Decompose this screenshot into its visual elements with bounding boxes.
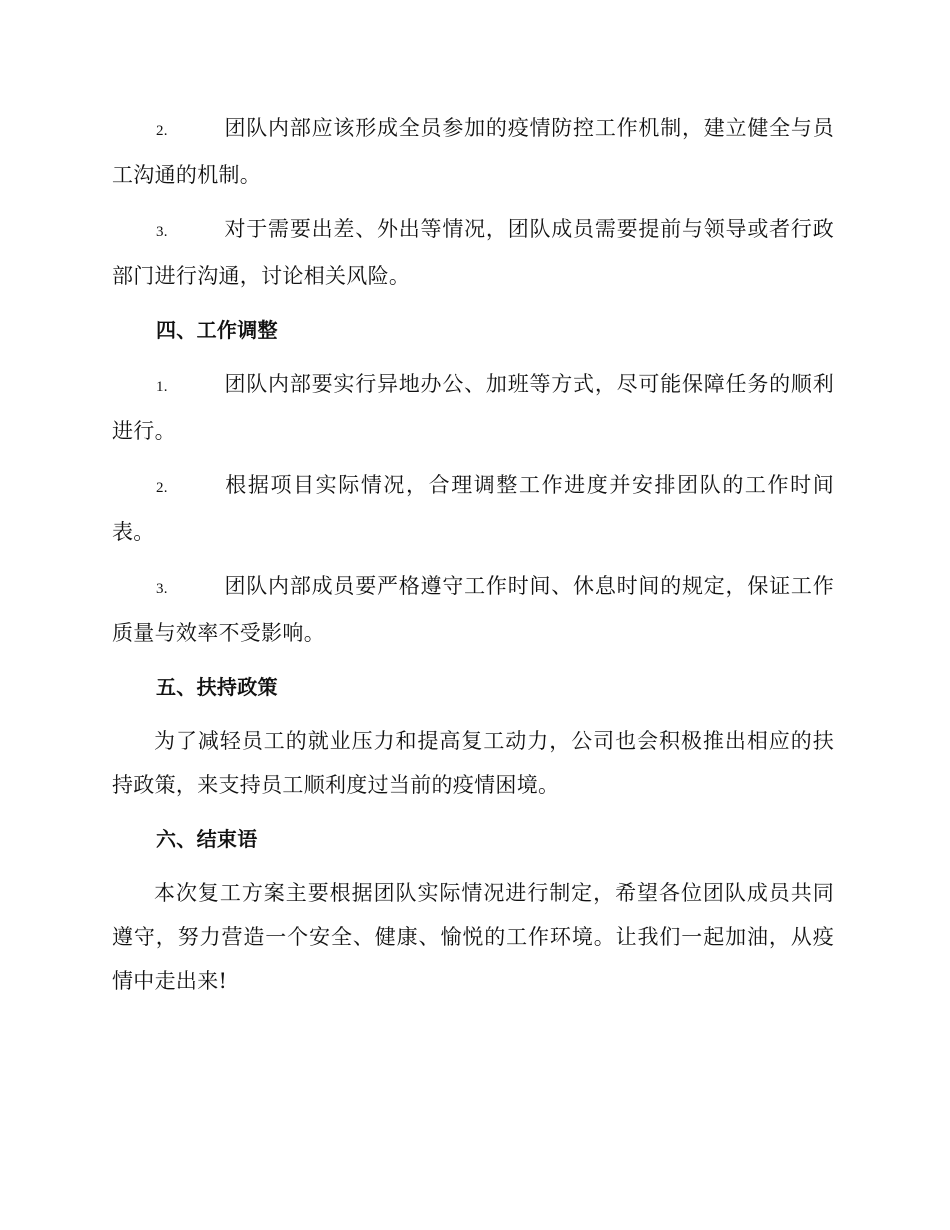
list-item-number: 3.: [156, 224, 168, 240]
list-item-text: 对于需要出差、外出等情况，团队成员需要提前与领导或者行政部门进行沟通，讨论相关风险。: [112, 217, 834, 288]
section-heading-conclusion: 六、结束语: [156, 827, 258, 851]
document-body: [112, 106, 834, 1013]
paragraph: 本次复工方案主要根据团队实际情况进行制定，希望各位团队成员共同遵守，努力营造一个安全、健康、愉悦的工作环境。让我们一起加油，从疫情中走出来!: [112, 881, 834, 993]
list-item-number: 3.: [156, 581, 168, 597]
list-item: [112, 463, 834, 554]
list-item-number: 1.: [156, 379, 168, 395]
list-item: [112, 564, 834, 655]
list-item-text: 团队内部要实行异地办公、加班等方式，尽可能保障任务的顺利进行。: [112, 372, 834, 443]
list-item: [112, 106, 834, 197]
section-heading-support-policy: 五、扶持政策: [156, 675, 278, 699]
section-heading-work-adjustment: 四、工作调整: [156, 318, 278, 342]
paragraph: 为了减轻员工的就业压力和提高复工动力，公司也会积极推出相应的扶持政策，来支持员工顺利度过当前的疫情困境。: [112, 729, 834, 797]
list-item-text: 团队内部成员要严格遵守工作时间、休息时间的规定，保证工作质量与效率不受影响。: [112, 574, 834, 645]
list-item-number: 2.: [156, 123, 168, 139]
list-item-text: 根据项目实际情况，合理调整工作进度并安排团队的工作时间表。: [112, 473, 834, 544]
list-item-number: 2.: [156, 480, 168, 496]
list-item-text: 团队内部应该形成全员参加的疫情防控工作机制，建立健全与员工沟通的机制。: [112, 116, 834, 187]
list-item: [112, 207, 834, 298]
list-item: [112, 362, 834, 453]
